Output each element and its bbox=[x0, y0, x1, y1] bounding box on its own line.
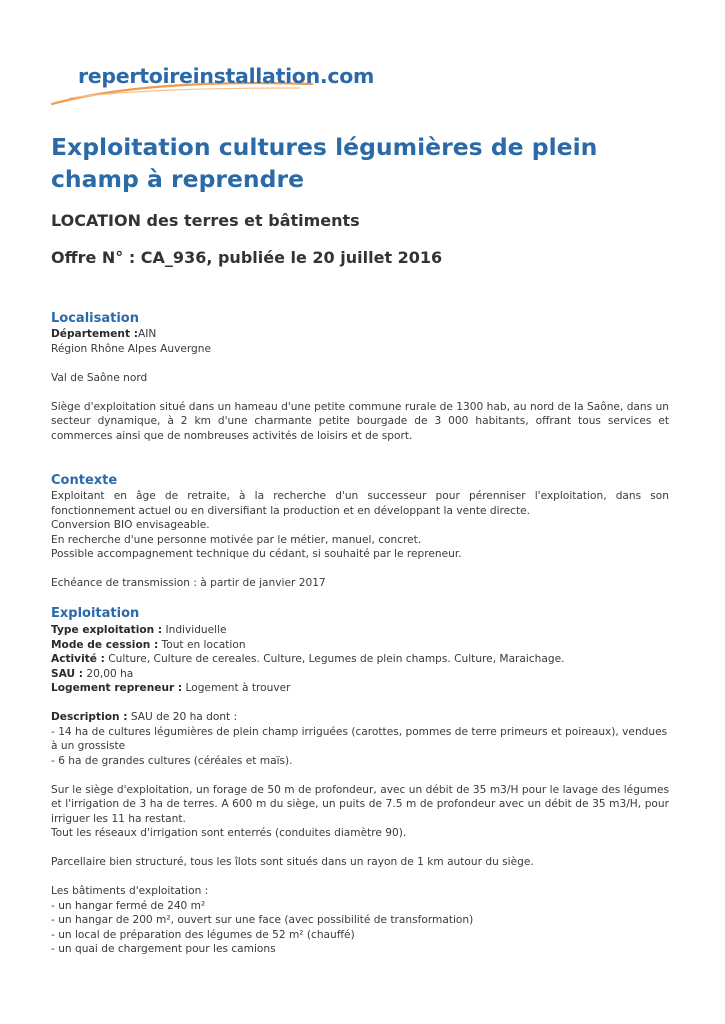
sau-line bbox=[51, 667, 669, 682]
forage-paragraph: Sur le siège d'exploitation, un forage de 50 m de profondeur, avec un débit de 35 m3/H pour le lavage des légumes et l'irrigation de 3 ha de terres. A 600 m du siège, un puits de 7.5 m de profondeur avec un débit de 35 m3/H, pour irriguer les 11 ha restant. bbox=[51, 783, 669, 825]
area-line: Val de Saône nord bbox=[51, 371, 148, 384]
page-title: Exploitation cultures légumières de plein champ à reprendre bbox=[51, 133, 598, 193]
logement-label: Logement repreneur : bbox=[51, 682, 183, 694]
type-value: Individuelle bbox=[162, 624, 227, 636]
activite-label: Activité : bbox=[51, 653, 105, 665]
batiment-item-4: - un quai de chargement pour les camions bbox=[51, 943, 276, 955]
description-label: Description : bbox=[51, 711, 128, 723]
departement-value: AIN bbox=[137, 328, 157, 340]
departement-line bbox=[51, 327, 669, 342]
contexte-line-4: Possible accompagnement technique du cédant, si souhaité par le repreneur. bbox=[51, 548, 462, 560]
region-line: Région Rhône Alpes Auvergne bbox=[51, 342, 211, 355]
contexte-line-1: Exploitant en âge de retraite, à la recherche d'un successeur pour pérenniser l'exploitation, dans son fonctionnement actuel ou en diversifiant la production et en développant la vente directe. bbox=[51, 490, 669, 517]
type-line bbox=[51, 623, 669, 638]
description-item-1: - 14 ha de cultures légumières de plein champ irriguées (carottes, pommes de terre primeurs et poireaux), vendues à un grossiste bbox=[51, 725, 668, 752]
localisation-description: Siège d'exploitation situé dans un hameau d'une petite commune rurale de 1300 hab, au nord de la Saône, dans un secteur dynamique, à 2 km d'une charmante petite bourgade de 3 000 habitants, offrant tous services et commerces ainsi que de nombreuses activités de loisirs et de sport. bbox=[51, 400, 669, 442]
mode-line bbox=[51, 638, 669, 653]
departement-label: Département : bbox=[51, 328, 138, 340]
exploitation-heading: Exploitation bbox=[51, 606, 140, 621]
localisation-heading: Localisation bbox=[51, 311, 139, 326]
contexte-line-2: Conversion BIO envisageable. bbox=[51, 519, 210, 531]
logement-value: Logement à trouver bbox=[182, 682, 291, 694]
site-logo[interactable] bbox=[50, 58, 375, 114]
description-item-2: - 6 ha de grandes cultures (céréales et maïs). bbox=[51, 754, 293, 767]
location-subtitle: LOCATION des terres et bâtiments bbox=[51, 211, 360, 230]
parcellaire-line: Parcellaire bien structuré, tous les îlots sont situés dans un rayon de 1 km autour du siège. bbox=[51, 856, 534, 868]
sau-label: SAU : bbox=[51, 667, 84, 680]
batiments-intro: Les bâtiments d'exploitation : bbox=[51, 885, 209, 897]
mode-label: Mode de cession : bbox=[51, 638, 159, 651]
localisation-block bbox=[51, 327, 669, 443]
offer-line: Offre N° : CA_936, publiée le 20 juillet 2016 bbox=[51, 248, 443, 267]
description-line bbox=[51, 710, 669, 725]
logo-text: repertoireinstallation.com bbox=[78, 64, 375, 88]
logement-line bbox=[51, 681, 669, 696]
reseaux-line: Tout les réseaux d'irrigation sont enterrés (conduites diamètre 90). bbox=[51, 827, 407, 839]
batiment-item-2: - un hangar de 200 m², ouvert sur une face (avec possibilité de transformation) bbox=[51, 914, 474, 926]
activite-line bbox=[51, 652, 669, 667]
mode-value: Tout en location bbox=[158, 638, 246, 651]
batiment-item-1: - un hangar fermé de 240 m² bbox=[51, 899, 206, 912]
exploitation-block bbox=[51, 623, 669, 957]
contexte-line-3: En recherche d'une personne motivée par le métier, manuel, concret. bbox=[51, 533, 422, 546]
batiment-item-3: - un local de préparation des légumes de 52 m² (chauffé) bbox=[51, 928, 355, 941]
contexte-block bbox=[51, 489, 669, 591]
description-value: SAU de 20 ha dont : bbox=[127, 711, 238, 723]
contexte-heading: Contexte bbox=[51, 473, 118, 488]
echeance-line: Echéance de transmission : à partir de janvier 2017 bbox=[51, 577, 326, 589]
sau-value: 20,00 ha bbox=[83, 667, 134, 680]
type-label: Type exploitation : bbox=[51, 624, 163, 636]
activite-value: Culture, Culture de cereales. Culture, Legumes de plein champs. Culture, Maraichage. bbox=[104, 653, 565, 665]
